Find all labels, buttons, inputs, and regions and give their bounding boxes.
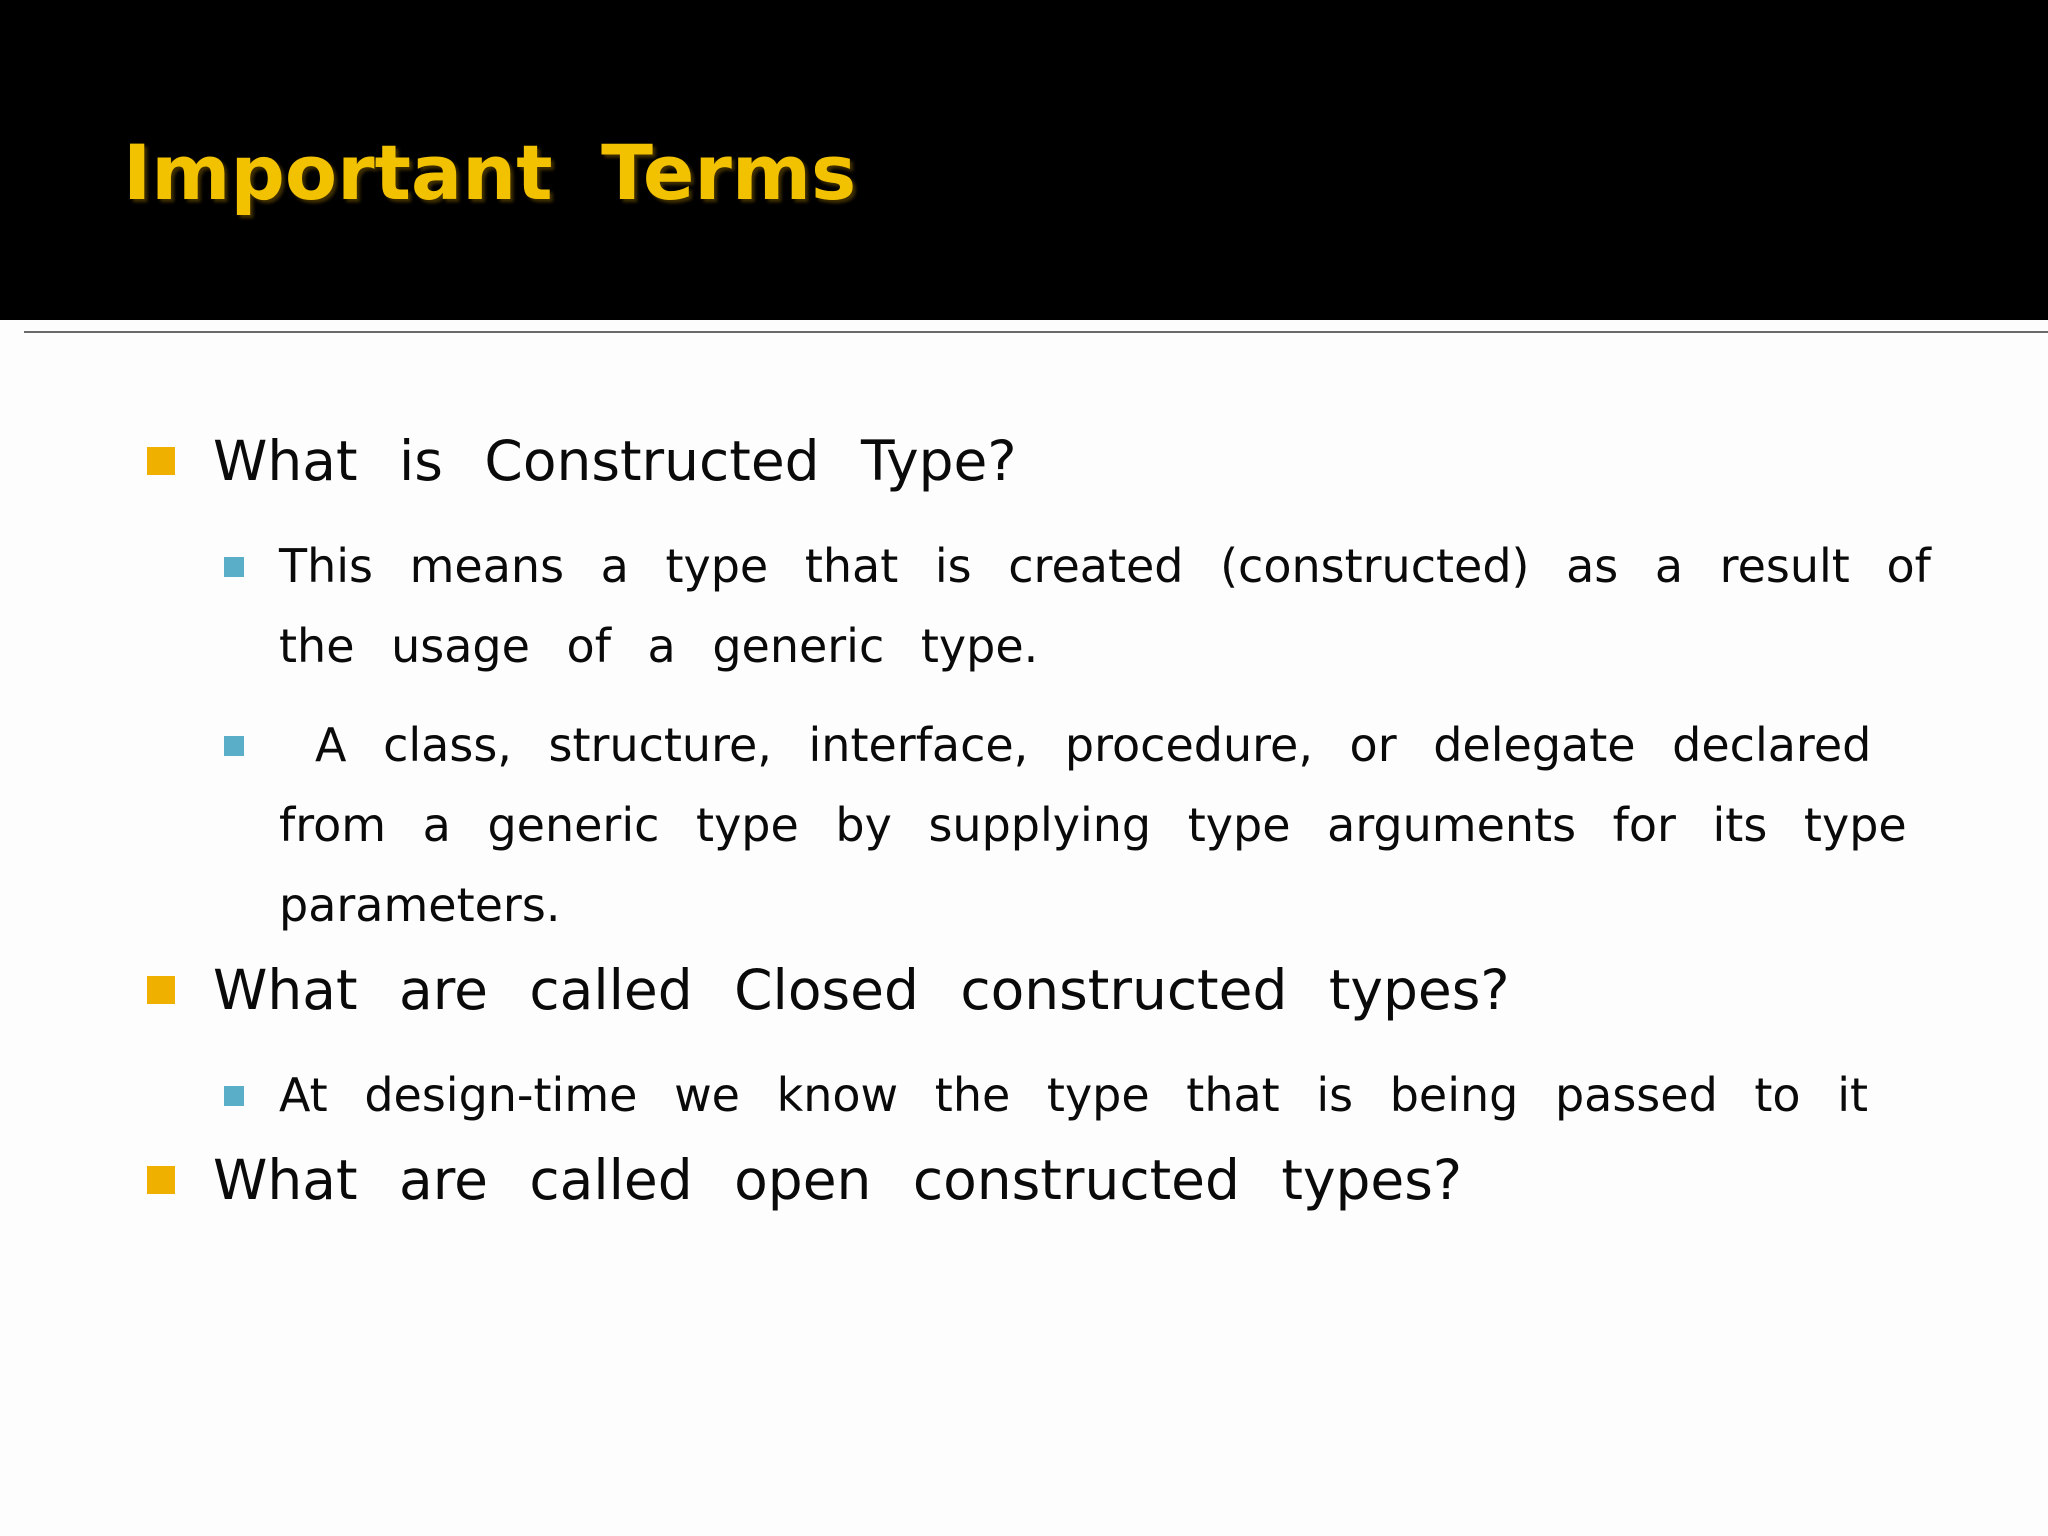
sub-bullet-declaration-line-3: parameters. — [279, 878, 561, 932]
sub-bullet-definition-line-1: This means a type that is created (constructed) as a result of — [279, 539, 1931, 593]
bullet-square-icon — [147, 1166, 175, 1194]
sub-bullet-square-icon — [224, 557, 244, 577]
bullet-square-icon — [147, 447, 175, 475]
sub-bullet-design-time: At design-time we know the type that is being passed to it — [279, 1068, 1869, 1122]
bullet-closed-constructed: What are called Closed constructed types? — [213, 958, 1510, 1022]
slide-title: Important Terms — [123, 128, 857, 217]
sub-bullet-square-icon — [224, 736, 244, 756]
sub-bullet-square-icon — [224, 1086, 244, 1106]
header-divider — [24, 331, 2048, 333]
bullet-square-icon — [147, 976, 175, 1004]
title-bar — [0, 0, 2048, 320]
bullet-open-constructed: What are called open constructed types? — [213, 1148, 1463, 1212]
sub-bullet-definition-line-2: the usage of a generic type. — [279, 619, 1039, 673]
sub-bullet-declaration-line-1: A class, structure, interface, procedure, or delegate declared — [315, 718, 1872, 772]
bullet-constructed-type: What is Constructed Type? — [213, 429, 1017, 493]
sub-bullet-declaration-line-2: from a generic type by supplying type arguments for its type — [279, 798, 1907, 852]
